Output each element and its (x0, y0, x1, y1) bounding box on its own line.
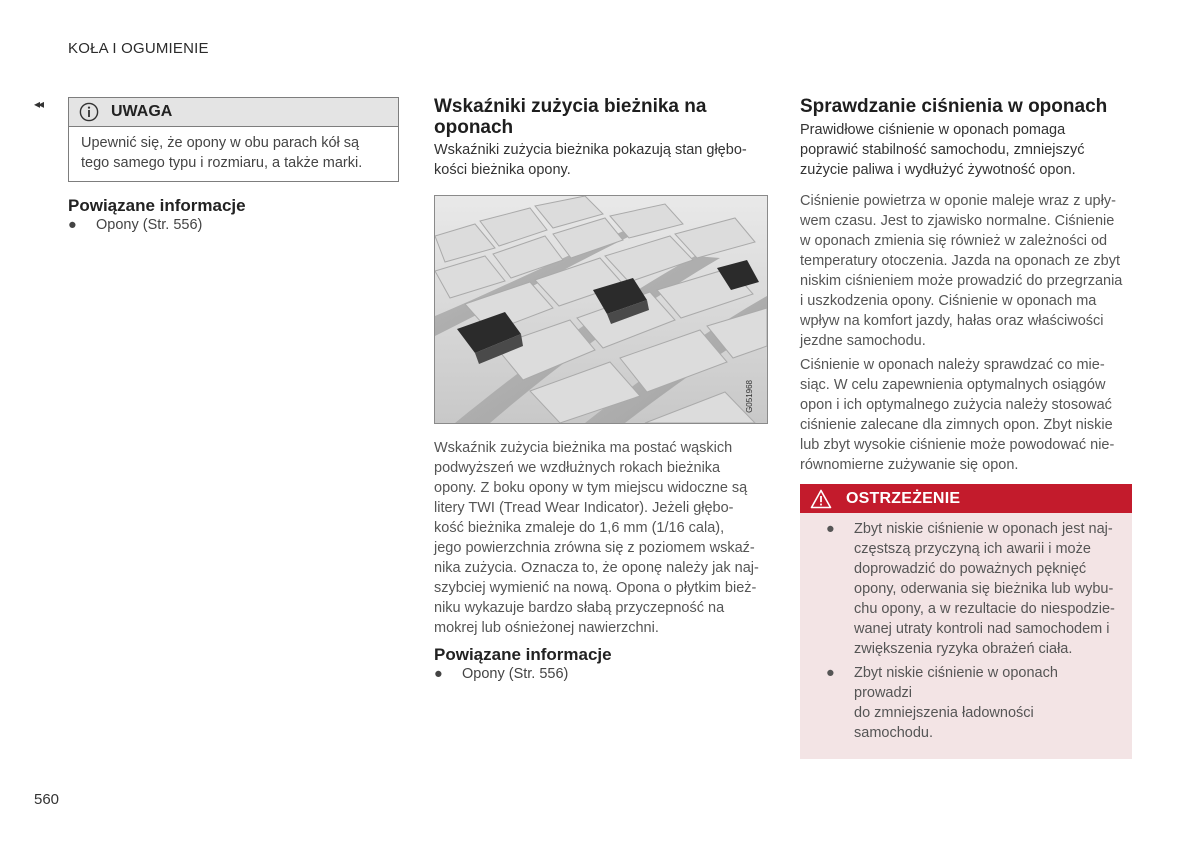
warning-line: wanej utraty kontroli nad samochodem i (854, 621, 1110, 637)
lead-line: zużycie paliwa i wydłużyć żywotność opon. (800, 162, 1076, 178)
note-text (69, 127, 398, 181)
body-line: lub zbyt wysokie ciśnienie może powodować nie- (800, 437, 1115, 453)
body-line: podwyższeń we wzdłużnych rokach bieżnika (434, 460, 721, 476)
warning-line: do zmniejszenia ładowności samochodu. (854, 705, 1034, 741)
section-title-line: Wskaźniki zużycia bieżnika na (434, 96, 707, 117)
bullet-icon: ● (826, 665, 835, 681)
body-line: niku wykazuje bardzo słabą przyczepność na (434, 600, 725, 616)
related-info-item[interactable] (68, 217, 202, 233)
warning-header (800, 484, 1132, 513)
related-info-link[interactable]: Opony (Str. 556) (96, 217, 203, 233)
body-line: siąc. W celu zapewnienia optymalnych osiągów (800, 377, 1106, 393)
warning-item (812, 663, 1116, 743)
section-title-tire-pressure: Sprawdzanie ciśnienia w oponach (800, 96, 1108, 117)
back-arrows-icon[interactable]: ◂◂ (34, 97, 43, 111)
bullet-icon: ● (826, 521, 835, 537)
body-line: mokrej lub ośnieżonej nawierzchni. (434, 620, 659, 636)
note-header (69, 98, 398, 127)
note-text-line: tego samego typu i rozmiaru, a także marki. (81, 155, 363, 171)
section-title-line: oponach (434, 117, 514, 138)
body-line: litery TWI (Tread Wear Indicator). Jeżeli głębo- (434, 500, 734, 516)
bullet-icon: ● (68, 217, 77, 233)
warning-line: doprowadzić do poważnych pęknięć (854, 561, 1087, 577)
tread-wear-figure (434, 195, 768, 424)
body-line: w oponach zmienia się również w zależności od (800, 233, 1108, 249)
section-lead-tire-pressure (800, 120, 1132, 180)
body-line: opony. Z boku opony w tym miejscu widoczne są (434, 480, 748, 496)
body-line: wpływ na komfort jazdy, hałas oraz właściwości (800, 313, 1104, 329)
body-line: wem czasu. Jest to zjawisko normalne. Ciśnienie (800, 213, 1115, 229)
warning-line: chu opony, a w rezultacie do niespodzie- (854, 601, 1115, 617)
lead-line: Wskaźniki zużycia bieżnika pokazują stan głębo- (434, 142, 747, 158)
warning-line: zwiększenia ryzyka obrażeń ciała. (854, 641, 1073, 657)
related-info-heading: Powiązane informacje (68, 196, 246, 215)
warning-line: opony, oderwania się bieżnika lub wybu- (854, 581, 1114, 597)
warning-list (800, 513, 1132, 759)
body-line: ciśnienie zalecane dla zimnych opon. Zbyt niskie (800, 417, 1113, 433)
figure-code: G051968 (745, 380, 754, 413)
body-line: Wskaźnik zużycia bieżnika ma postać wąskich (434, 440, 733, 456)
page-number: 560 (34, 791, 60, 808)
lead-line: poprawić stabilność samochodu, zmniejszyć (800, 142, 1085, 158)
warning-line: Zbyt niskie ciśnienie w oponach prowadzi (854, 665, 1058, 701)
lead-line: Prawidłowe ciśnienie w oponach pomaga (800, 122, 1066, 138)
tire-pressure-paragraph-1 (800, 191, 1132, 351)
section-lead-tread-wear (434, 140, 768, 180)
lead-line: kości bieżnika opony. (434, 162, 571, 178)
body-line: równomierne zużywanie się opon. (800, 457, 1019, 473)
body-line: jezdne samochodu. (800, 333, 926, 349)
note-title: UWAGA (111, 103, 173, 120)
tire-pressure-paragraph-2 (800, 355, 1132, 475)
related-info-item[interactable] (434, 666, 568, 682)
warning-item-text (854, 519, 1115, 659)
warning-title: OSTRZEŻENIE (846, 489, 961, 507)
page-header: KOŁA I OGUMIENIE (68, 40, 209, 57)
bullet-icon: ● (434, 666, 443, 682)
warning-box (800, 484, 1132, 759)
body-line: opon i ich optymalnego zużycia należy stosować (800, 397, 1112, 413)
warning-line: częstszą przyczyną ich awarii i może (854, 541, 1091, 557)
warning-item-text (854, 663, 1116, 743)
related-info-link[interactable]: Opony (Str. 556) (462, 666, 569, 682)
body-line: kość bieżnika zmaleje do 1,6 mm (1/16 cala), (434, 520, 725, 536)
body-line: temperatury otoczenia. Jazda na oponach ze zbyt (800, 253, 1120, 269)
tire-tread-illustration (435, 196, 767, 423)
body-line: jego powierzchnia zrówna się z poziomem wskaź- (434, 540, 755, 556)
note-text-line: Upewnić się, że opony w obu parach kół są (81, 135, 360, 151)
related-info-heading: Powiązane informacje (434, 645, 612, 664)
note-box (68, 97, 399, 182)
warning-line: Zbyt niskie ciśnienie w oponach jest naj- (854, 521, 1113, 537)
warning-item (812, 519, 1116, 659)
tread-wear-body (434, 438, 768, 638)
body-line: niskim ciśnieniem może prowadzić do przegrzania (800, 273, 1123, 289)
warning-triangle-icon (810, 489, 832, 509)
body-line: nika zużycia. Oznacza to, że oponę należy jak naj- (434, 560, 759, 576)
body-line: Ciśnienie w oponach należy sprawdzać co mie- (800, 357, 1105, 373)
body-line: Ciśnienie powietrza w oponie maleje wraz z upły- (800, 193, 1116, 209)
info-icon (79, 102, 99, 122)
body-line: szybciej wymienić na nową. Opona o płytkim bież- (434, 580, 757, 596)
section-title-tread-wear (434, 96, 768, 138)
body-line: i uszkodzenia opony. Ciśnienie w oponach ma (800, 293, 1097, 309)
